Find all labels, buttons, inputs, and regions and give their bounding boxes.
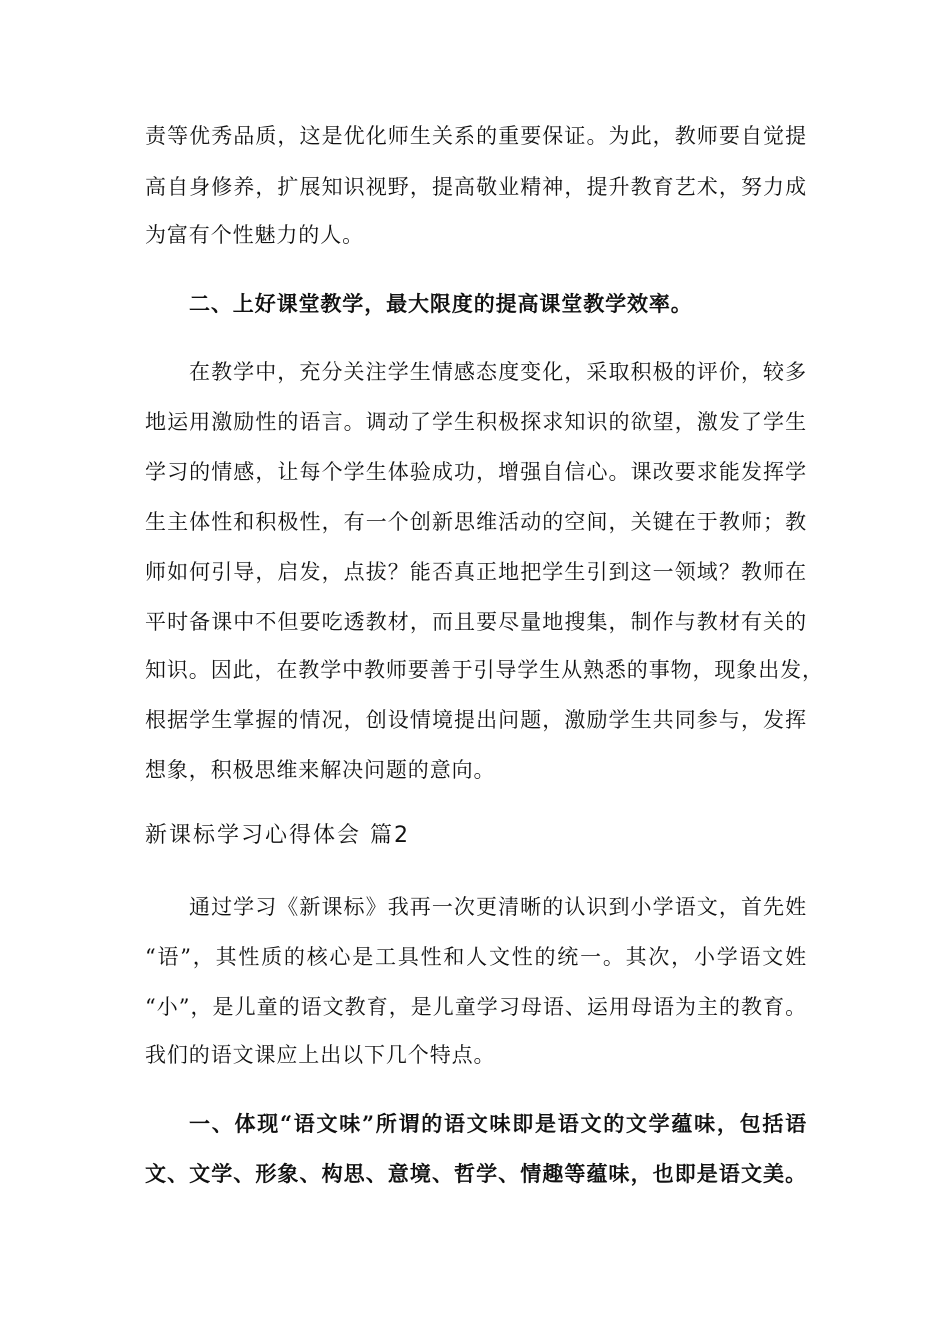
paragraph-line: 知识。因此，在教学中教师要善于引导学生从熟悉的事物，现象出发，: [145, 658, 824, 682]
paragraph-line: 地运用激励性的语言。调动了学生积极探求知识的欲望，激发了学生: [145, 410, 807, 434]
paragraph-line: 师如何引导，启发，点拔？能否真正地把学生引到这一领域？教师在: [145, 560, 807, 584]
paragraph-line: 想象，积极思维来解决问题的意向。: [145, 758, 496, 782]
article-title: 新课标学习心得体会 篇2: [145, 823, 410, 848]
point-heading-line: 文、文学、形象、构思、意境、哲学、情趣等蕴味，也即是语文美。: [145, 1161, 807, 1186]
paragraph-line: 我们的语文课应上出以下几个特点。: [145, 1043, 496, 1067]
paragraph-line: 根据学生掌握的情况，创设情境提出问题，激励学生共同参与，发挥: [145, 708, 807, 732]
paragraph-line: 学习的情感，让每个学生体验成功，增强自信心。课改要求能发挥学: [145, 460, 807, 484]
point-heading-line: 一、体现“语文味”所谓的语文味即是语文的文学蕴味，包括语: [189, 1111, 807, 1136]
section-heading: 二、上好课堂教学，最大限度的提高课堂教学效率。: [189, 291, 693, 316]
paragraph-line: 通过学习《新课标》我再一次更清晰的认识到小学语文，首先姓: [189, 895, 807, 919]
paragraph-line: 平时备课中不但要吃透教材，而且要尽量地搜集，制作与教材有关的: [145, 610, 807, 634]
paragraph-line: 责等优秀品质，这是优化师生关系的重要保证。为此，教师要自觉提: [145, 124, 807, 148]
paragraph-line: 高自身修养，扩展知识视野，提高敬业精神，提升教育艺术，努力成: [145, 175, 807, 199]
paragraph-line: 为富有个性魅力的人。: [145, 223, 364, 247]
paragraph-line: 在教学中，充分关注学生情感态度变化，采取积极的评价，较多: [189, 360, 807, 384]
paragraph-line: “小”，是儿童的语文教育，是儿童学习母语、运用母语为主的教育。: [145, 995, 807, 1019]
paragraph-line: 生主体性和积极性，有一个创新思维活动的空间，关键在于教师；教: [145, 510, 807, 534]
paragraph-line: “语”，其性质的核心是工具性和人文性的统一。其次，小学语文姓: [145, 945, 807, 969]
